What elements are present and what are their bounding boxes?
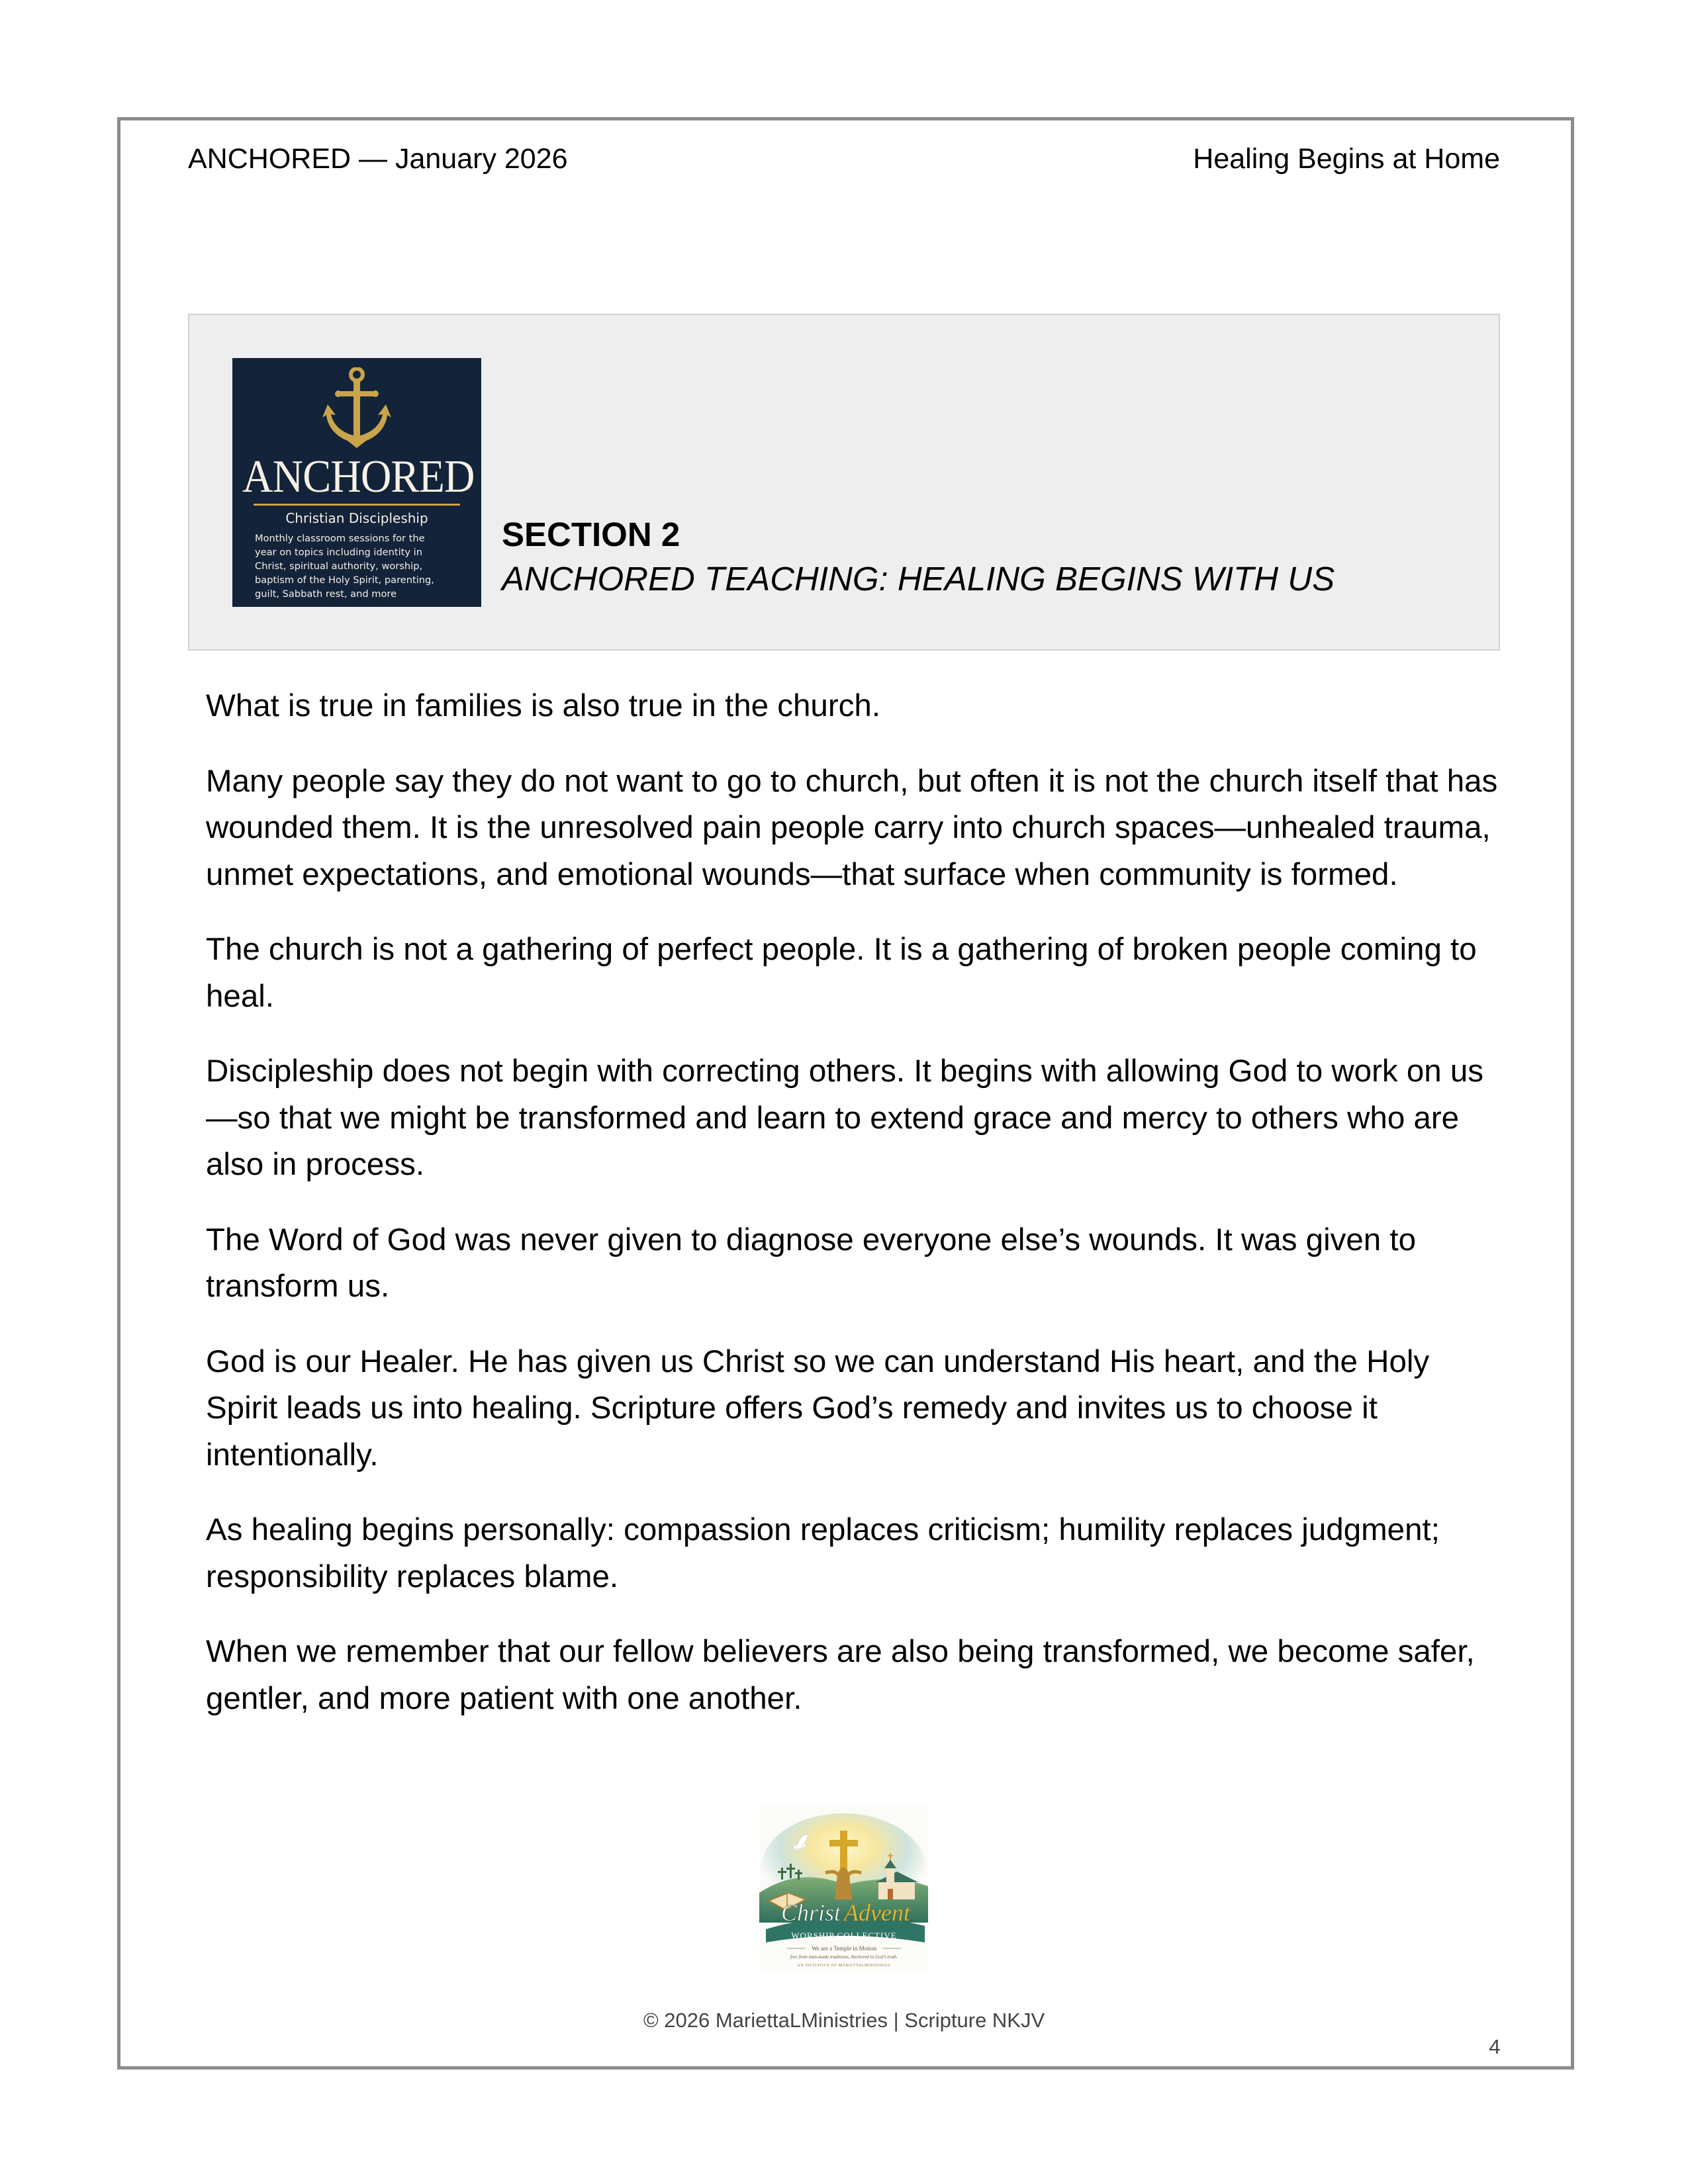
paragraph: God is our Healer. He has given us Christ so we can understand His heart, and the Holy Spirit leads us into healing. Scripture offers God’s remedy and invites us to choose it intentionally. — [206, 1343, 1430, 1473]
footer-copyright: © 2026 MariettaLMinistries | Scripture NKJV — [643, 2009, 1045, 2032]
christ-advent-illustration — [759, 1807, 928, 1972]
section-title: ANCHORED TEACHING: HEALING BEGINS WITH US — [502, 560, 1335, 598]
logo-motto: free from man-made traditions, Anchored in God’s truth. — [790, 1954, 898, 1960]
paragraph: Many people say they do not want to go to church, but often it is not the church itself that has wounded them. It is the unresolved pain people carry into church spaces—unhealed trauma, unmet expectations, and emotional wounds—that surface when community is formed. — [206, 763, 1498, 892]
paragraph: What is true in families is also true in the church. — [206, 688, 881, 723]
christ-advent-logo — [759, 1807, 928, 1972]
running-header-left: ANCHORED — January 2026 — [188, 143, 568, 175]
logo-tagline: We are a Temple in Motion — [811, 1945, 877, 1952]
logo-subtitle: Christian Discipleship — [285, 510, 428, 526]
paragraph: The church is not a gathering of perfect people. It is a gathering of broken people coming to heal. — [206, 932, 1477, 1014]
body-text — [206, 683, 1503, 1751]
logo-divider — [254, 504, 460, 506]
anchor-icon — [321, 367, 393, 450]
anchored-logo — [232, 358, 481, 607]
paragraph: As healing begins personally: compassion replaces criticism; humility replaces judgment; responsibility replaces blame. — [206, 1512, 1440, 1594]
running-header-right: Healing Begins at Home — [1193, 143, 1500, 175]
paragraph: Discipleship does not begin with correcting others. It begins with allowing God to work on us—so that we might be transformed and learn to extend grace and mercy to others who are also in process. — [206, 1054, 1484, 1182]
logo-initiative: AN INITIATIVE OF MARIETTALMINISTRIES — [797, 1964, 891, 1968]
logo-banner: WORSHIP COLLECTIVE — [791, 1931, 897, 1940]
logo-description: Monthly classroom sessions for the year on topics including identity in Christ, spiritual authority, worship, baptism of the Holy Spirit, parenting, guilt, Sabbath rest, and more — [255, 533, 434, 600]
section-number: SECTION 2 — [502, 516, 680, 553]
logo-title: ANCHORED — [242, 451, 475, 502]
logo-name-christ: Christ — [780, 1899, 841, 1926]
paragraph: The Word of God was never given to diagnose everyone else’s wounds. It was given to transform us. — [206, 1222, 1417, 1304]
logo-name-advent: Advent — [844, 1899, 910, 1926]
paragraph: When we remember that our fellow believers are also being transformed, we become safer, gentler, and more patient with one another. — [206, 1634, 1475, 1716]
page-number: 4 — [1489, 2035, 1501, 2058]
